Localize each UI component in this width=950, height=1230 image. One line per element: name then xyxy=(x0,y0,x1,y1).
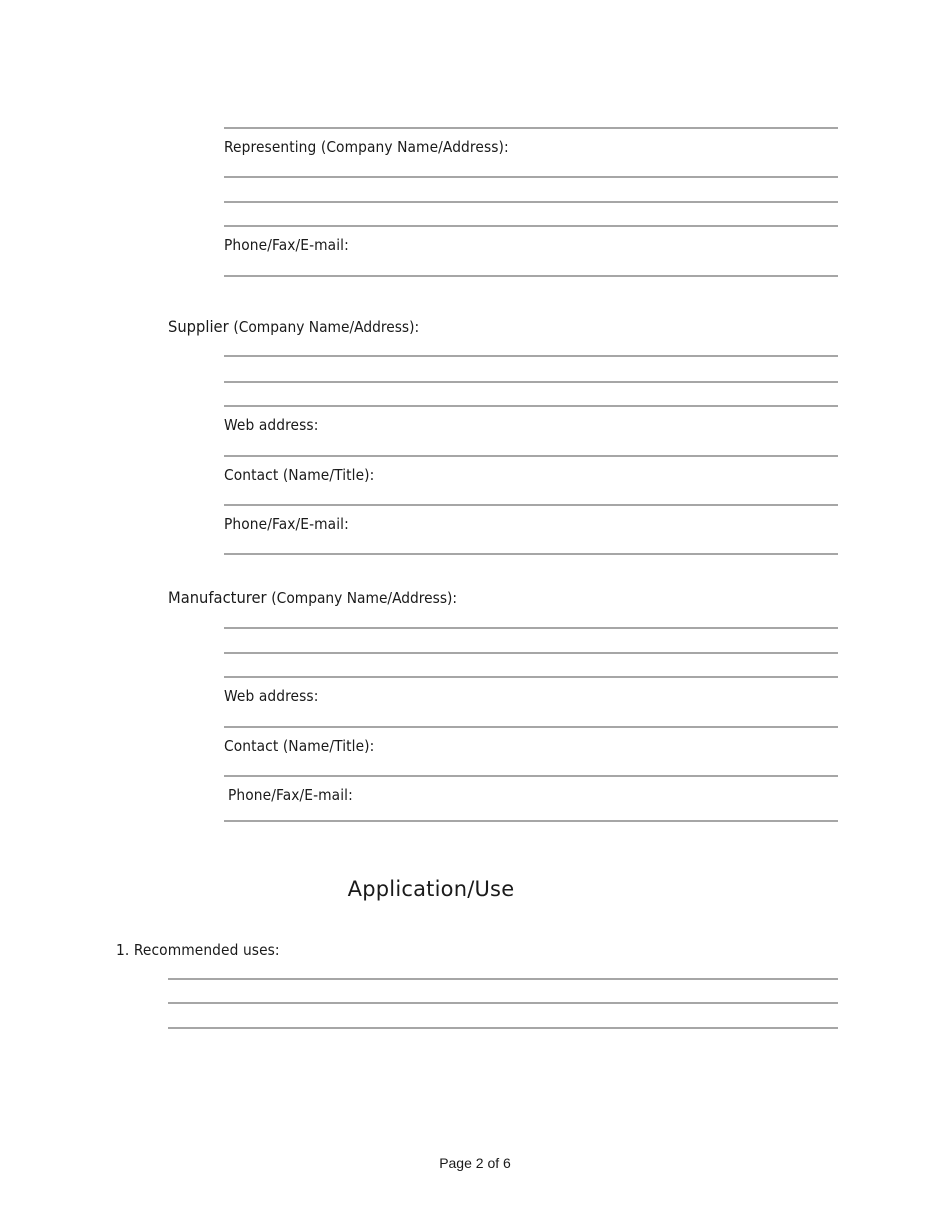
supplier-phone-label: Phone/Fax/E-mail: xyxy=(224,515,349,533)
question-1 xyxy=(116,941,280,959)
supplier-title-desc: (Company Name/Address): xyxy=(233,318,420,336)
rep-phone-input-line[interactable] xyxy=(224,275,838,277)
supplier-address-input-line[interactable] xyxy=(224,405,838,407)
manufacturer-address-input-line[interactable] xyxy=(224,676,838,678)
manufacturer-title-desc: (Company Name/Address): xyxy=(271,589,458,607)
representing-input-line[interactable] xyxy=(224,176,838,178)
representing-input-line[interactable] xyxy=(224,225,838,227)
recommended-uses-input-line[interactable] xyxy=(168,1027,838,1029)
manufacturer-phone-label: Phone/Fax/E-mail: xyxy=(228,786,353,804)
recommended-uses-input-line[interactable] xyxy=(168,978,838,980)
supplier-address-input-line[interactable] xyxy=(224,381,838,383)
supplier-web-label: Web address: xyxy=(224,416,319,434)
supplier-phone-input-line[interactable] xyxy=(224,553,838,555)
page-number: Page 2 of 6 xyxy=(439,1155,511,1171)
question-number: 1. xyxy=(116,941,130,959)
application-heading: Application/Use xyxy=(347,877,515,901)
manufacturer-phone-input-line[interactable] xyxy=(224,820,838,822)
representing-input-line[interactable] xyxy=(224,201,838,203)
supplier-contact-label: Contact (Name/Title): xyxy=(224,466,375,484)
supplier-web-input-line[interactable] xyxy=(224,455,838,457)
manufacturer-section-title xyxy=(168,588,457,608)
manufacturer-contact-label: Contact (Name/Title): xyxy=(224,737,375,755)
manufacturer-address-input-line[interactable] xyxy=(224,652,838,654)
manufacturer-address-input-line[interactable] xyxy=(224,627,838,629)
supplier-section-title xyxy=(168,317,419,337)
supplier-title: Supplier xyxy=(168,317,229,336)
manufacturer-web-input-line[interactable] xyxy=(224,726,838,728)
question-label: Recommended uses: xyxy=(133,941,280,959)
supplier-address-input-line[interactable] xyxy=(224,355,838,357)
rule-line xyxy=(224,127,838,129)
supplier-contact-input-line[interactable] xyxy=(224,504,838,506)
recommended-uses-input-line[interactable] xyxy=(168,1002,838,1004)
representing-label: Representing (Company Name/Address): xyxy=(224,138,509,156)
manufacturer-web-label: Web address: xyxy=(224,687,319,705)
manufacturer-contact-input-line[interactable] xyxy=(224,775,838,777)
manufacturer-title: Manufacturer xyxy=(168,588,267,607)
rep-phone-label: Phone/Fax/E-mail: xyxy=(224,236,349,254)
